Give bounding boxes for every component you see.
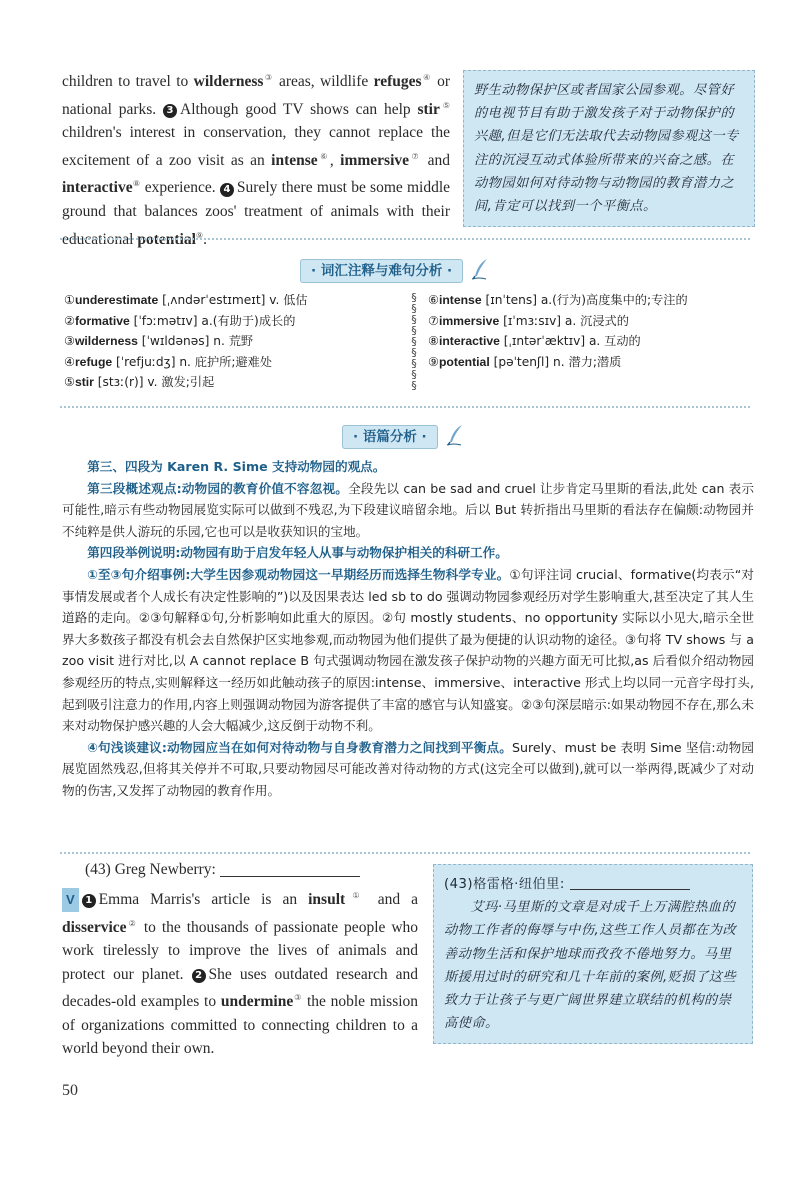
word-refuges: refuges [373,73,422,91]
vocab-item: ④refuge [ˈrefjuːdʒ] n. 庇护所;避难处 [64,354,273,369]
vocab-item: ①underestimate [ˌʌndərˈestɪmeɪt] v. 低估 [64,293,308,307]
quill-icon [471,258,489,280]
analysis-para: ④句浅谈建议:动物园应当在如何对待动物与自身教育潜力之间找到平衡点。Surely、must be 表明 Sime 坚信:动物园展览固然残忍,但将其关停并不可取,只要动物园尽可能改善对待动物的方式(这完全可以做到),就可以一举两得,既减少了对动物的伤害,又发挥了动物园的教育作用。 [62,739,754,798]
word-potential: potential [137,230,196,248]
top-translation-text: 野生动物保护区或者国家公园参观。尽管好的电视节目有助于激发孩子对于动物保护的兴趣,但是它们无法取代去动物园参观这一专注的沉浸互动式体验所带来的兴奋之感。在动物园如何对待动物与动物园的教育潜力之间,肯定可以找到一个平衡点。 [474,83,739,215]
word-stir: stir [417,100,440,118]
sentence-number-1: 1 [82,894,96,908]
sentence-number-3: 3 [163,104,177,118]
word-undermine: undermine [220,993,294,1011]
top-translation-box [463,70,755,227]
bottom-passage: V 1 Emma Marris's article is an insult① and a disservice② to the thousands of passionate people who work tirelessly to improve the lives of animals and protect our planet. 2 She uses outdated research and decades-old examples to undermine③ the noble mission of organizations committed to connecting children to a world beyond their own. [62,884,418,1061]
word-insult: insult [308,891,346,909]
answer-blank[interactable] [220,860,360,877]
answer-label-line: (43) Greg Newberry: [85,858,425,882]
vocab-list-left [64,290,394,393]
vocab-header [300,258,489,280]
vocab-header-label: · 词汇注释与难句分析 · [300,259,463,283]
sentence-number-4: 4 [220,183,234,197]
analysis-header [342,424,464,446]
divider-top [60,238,750,240]
bottom-translation-text: 艾玛·马里斯的文章是对成千上万满腔热血的动物工作者的侮辱与中伤,这些工作人员都在为改善动物生活和保护地球而孜孜不倦地努力。马里斯援用过时的研究和几十年前的案例,贬损了这些致力于让孩子与更广阔世界建立联结的机构的崇高使命。 [444,900,737,1032]
vocab-item: ⑦immersive [ɪˈmɜːsɪv] a. 沉浸式的 [428,313,629,328]
discourse-analysis [62,456,754,802]
analysis-para: 第三、四段为 Karen R. Sime 支持动物园的观点。 [87,459,386,474]
word-interactive: interactive [62,179,133,197]
vocab-list-right [428,290,758,372]
word-disservice: disservice [62,918,127,936]
vocab-item: ③wilderness [ˈwɪldənəs] n. 荒野 [64,334,254,348]
word-wilderness: wilderness [193,73,264,91]
quill-icon [446,424,464,446]
bottom-translation-box [433,864,753,1044]
analysis-para: 第三段概述观点:动物园的教育价值不容忽视。全段先以 can be sad and cruel 让步肯定马里斯的看法,此处 can 表示可能性,暗示有些动物园展览实际可以做到不残忍,为下段建议暗留余地。后以 But 转折指出马里斯的看法存在偏颇:动物园并不纯粹是供人游玩的乐园,它也可以是收获知识的宝地。 [62,480,754,539]
vocab-item: ⑧interactive [ˌɪntərˈæktɪv] a. 互动的 [428,334,641,348]
vocab-item: ⑥intense [ɪnˈtens] a.(行为)高度集中的;专注的 [428,293,688,307]
divider-middle [60,406,750,408]
sentence-number-2: 2 [192,969,206,983]
divider-bottom [60,852,750,854]
word-immersive: immersive [340,151,410,169]
translation-blank[interactable] [570,875,690,890]
analysis-para: 第四段举例说明:动物园有助于启发年轻人从事与动物保护相关的科研工作。 [87,545,508,561]
bottom-translation-label: (43)格雷格·纽伯里: [444,873,742,896]
analysis-header-label: · 语篇分析 · [342,425,438,449]
vocab-item: ②formative [ˈfɔːmətɪv] a.(有助于)成长的 [64,313,296,328]
top-passage: children to travel to wilderness③ areas, wildlife refuges④ or national parks. 3 Although good TV shows can help stir⑤ children's interest in conservation, they cannot replace the excitement of a zoo visit as an intense⑥, immersive⑦ and interactive⑧ experience. 4 Surely there must be some middle ground that balances zoos' treatment of animals with their educational potential⑨. [62,73,451,248]
vocab-item: ⑤stir [stɜː(r)] v. 激发;引起 [64,375,215,389]
vocab-item: ⑨potential [pəˈtenʃl] n. 潜力;潜质 [428,354,622,369]
analysis-para: ①至③句介绍事例:大学生因参观动物园这一早期经历而选择生物科学专业。①句评注词 crucial、formative(均表示“对事情发展或者个人成长有决定性影响的”)以及因果表达 led sb to do 强调动物园参观经历对学生影响重大,甚至决定了其人生道路的走向。②③句解释①句,分析影响如此重大的原因。②句 mostly students、no opportunity 实际以小见大,暗示全世界大多数孩子都没有机会去自然保护区实地参观,而动物园为他们提供了最为便捷的认识动物的途径。③句将 TV shows 与 a zoo visit 进行对比,以 A cannot replace B 句式强调动物园在激发孩子保护动物的兴趣方面无可比拟,as 后看似介绍动物园参观经历的特点,实则解释这一经历如此触动孩子的原因:intense、immersive、interactive 形式上均以同一元音字母打头,起到吸引注意力的作用,内容上则强调动物园为游客提供了丰富的感官与认知盛宴。②③句深层暗示:如果动物园不存在,那么未来对动物保护感兴趣的人会大幅减少,这反倒于动物不利。 [62,566,754,734]
page-number: 50 [62,1082,78,1099]
word-intense: intense [271,151,318,169]
vocab-column-divider: § § § § § § § § § [411,291,417,392]
paragraph-tag: V [62,888,79,912]
